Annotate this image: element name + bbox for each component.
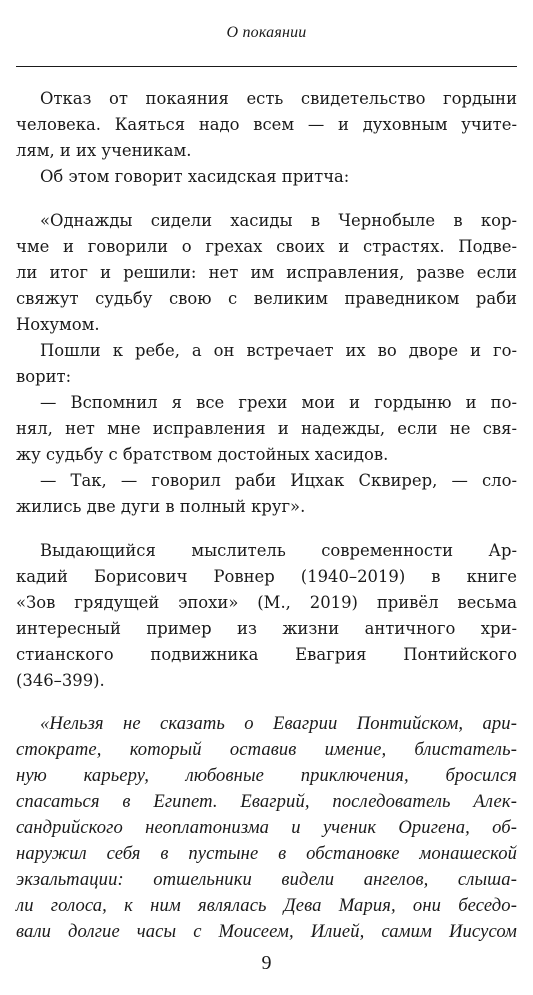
text-line: интересный пример из жизни античного хри- (16, 619, 517, 638)
text-line: жу судьбу с братством достойных хасидов. (16, 445, 389, 464)
text-line: — Вспомнил я все грехи мои и гордыню и по- (40, 393, 517, 412)
text-line: ворит: (16, 367, 72, 386)
text-line: жились две дуги в полный круг». (16, 497, 306, 516)
text-line: вали долгие часы с Моисеем, Илией, самим Иисусом (16, 921, 517, 942)
text-line: (346–399). (16, 671, 105, 690)
text-line: наружил себя в пустыне в обстановке монашеской (16, 843, 517, 864)
text-line: нял, нет мне исправления и надежды, если не свя- (16, 419, 517, 438)
text-line: стократе, который оставив имение, блистатель- (16, 739, 517, 760)
text-line: «Однажды сидели хасиды в Чернобыле в кор- (40, 211, 517, 230)
text-line: свяжут судьбу свою с великим праведником раби (16, 289, 517, 308)
running-header: О покаянии (226, 24, 307, 41)
text-line: — Так, — говорил раби Ицхак Сквирер, — сло- (40, 471, 517, 490)
text-line: «Нельзя не сказать о Евагрии Понтийском, ари- (40, 713, 517, 734)
text-line: человека. Каяться надо всем — и духовным учите- (16, 115, 517, 134)
text-line: Выдающийся мыслитель современности Ар- (40, 541, 517, 560)
page-number: 9 (261, 952, 272, 974)
text-line: ли голоса, к ним являлась Дева Мария, они беседо- (16, 895, 517, 916)
text-line: ли итог и решили: нет им исправления, разве если (16, 263, 517, 282)
header-rule (16, 66, 517, 67)
text-line: кадий Борисович Ровнер (1940–2019) в книге (16, 567, 517, 586)
text-line: стианского подвижника Евагрия Понтийского (16, 645, 517, 664)
text-line: лям, и их ученикам. (16, 141, 192, 160)
text-line: Пошли к ребе, а он встречает их во дворе и го- (40, 341, 517, 360)
text-line: Отказ от покаяния есть свидетельство гордыни (40, 89, 517, 108)
text-line: Нохумом. (16, 315, 100, 334)
text-line: спасаться в Египет. Евагрий, последователь Алек- (16, 791, 517, 812)
text-line: чме и говорили о грехах своих и страстях. Подве- (16, 237, 517, 256)
text-line: ную карьеру, любовные приключения, бросился (16, 765, 517, 786)
text-line: экзальтации: отшельники видели ангелов, слыша- (16, 869, 517, 890)
text-line: сандрийского неоплатонизма и ученик Оригена, об- (16, 817, 517, 838)
text-line: Об этом говорит хасидская притча: (40, 167, 350, 186)
text-line: «Зов грядущей эпохи» (М., 2019) привёл весьма (16, 593, 517, 612)
